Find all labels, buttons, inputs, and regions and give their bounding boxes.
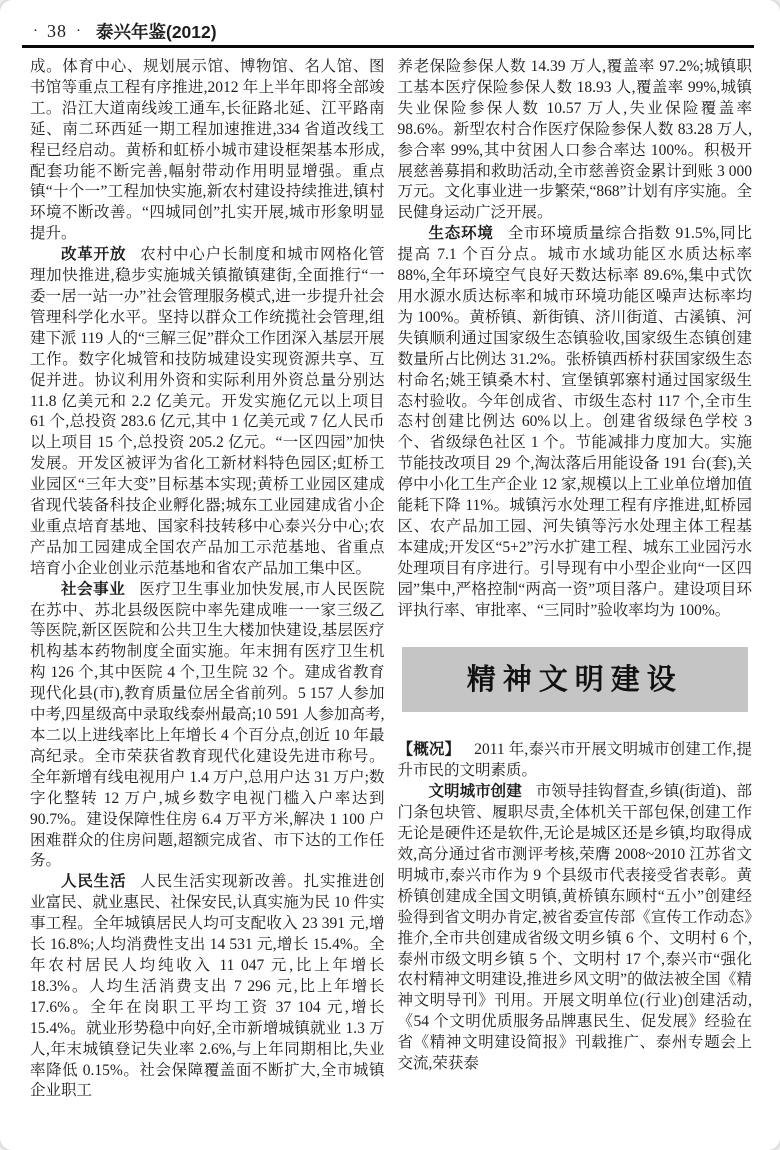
right-column: [398, 57, 753, 1146]
paragraph-text: 人民生活实现新改善。扎实推进创业富民、就业惠民、社保安民,认真实施为民 10 件实事工程。全年城镇居民人均可支配收入 23 391 元,增长 16.8%;人均消费性支出 14 531 元,增长 15.4%。全年农村居民人均纯收入 11 047 元,比上年增长 18.3%。人均生活消费支出 7 296 元,比上年增长 17.6%。全年在岗职工平均工资 37 104 元,增长 15.4%。就业形势稳中向好,全市新增城镇就业 1.3 万人,年末城镇登记失业率 2.6%,与上年同期相比,失业率降低 0.15%。社会保障覆盖面不断扩大,全市城镇企业职工: [30, 873, 385, 1100]
paragraph-text: 农村中心户长制度和城市网格化管理加快推进,稳步实施城关镇撤镇建街,全面推行“一委一居一站一办”社会管理服务模式,进一步提升社会管理科学化水平。坚持以群众工作统揽社会管理,组建下派 119 人的“三解三促”群众工作团深入基层开展工作。数字化城管和技防城建设实现资源共享、互促并进。协议利用外资和实际利用外资总量分别达 11.8 亿美元和 2.2 亿美元。开发实施亿元以上项目 61 个,总投资 283.6 亿元,其中 1 亿美元或 7 亿人民币以上项目 15 个,总投资 205.2 亿元。“一区四园”加快发展。开发区被评为省化工新材料特色园区;虹桥工业园区“三年大变”目标基本实现;黄桥工业园区建成省现代装备科技企业孵化器;城东工业园建成省小企业重点培育基地、国家科技转移中心泰兴分中心;农产品加工园建成全国农产品加工示范基地、省重点培育小企业创业示范基地和省农产品加工集中区。: [30, 246, 385, 577]
paragraph-text: 成。体育中心、规划展示馆、博物馆、名人馆、图书馆等重点工程有序推进,2012 年上半年即将全部竣工。沿江大道南线竣工通车,长征路北延、江平路南延、南二环西延一期工程加速推进,334 省道改线工程已经启动。黄桥和虹桥小城市建设框架基本形成,配套功能不断完善,幅射带动作用明显增强。重点镇“十个一”工程加快实施,新农村建设持续推进,镇村环境不断改善。“四城同创”扎实开展,城市形象明显提升。: [30, 58, 385, 243]
page-number: 38: [47, 20, 67, 41]
paragraph: [30, 872, 385, 1102]
content-columns: [30, 57, 752, 1146]
book-title: 泰兴年鉴(2012): [96, 21, 217, 42]
paragraph-lead: 改革开放: [61, 246, 127, 264]
section-title-box: [402, 647, 749, 712]
paragraph: [398, 224, 753, 621]
left-column: [30, 57, 385, 1146]
paragraph-text: 2011 年,泰兴市开展文明城市创建工作,提升市民的文明素质。: [397, 741, 752, 780]
header-rule: [22, 45, 754, 48]
paragraph-lead: 社会事业: [61, 580, 126, 598]
paragraph-lead: 生态环境: [428, 225, 494, 243]
paragraph-lead: 【概况】: [397, 741, 461, 759]
paragraph: [398, 740, 753, 782]
page-header: [24, 18, 752, 44]
header-dot-left: ·: [33, 22, 38, 39]
section-title: 精神文明建设: [466, 663, 683, 696]
paragraph-text: 市领导挂钩督查,乡镇(街道)、部门条包块管、履职尽责,全体机关干部包保,创建工作无论是硬件还是软件,无论是城区还是乡镇,均取得成效,高分通过省市测评考核,荣膺 2008~2010 江苏省文明城市,泰兴市作为 9 个县级市代表接受省表彰。黄桥镇创建成全国文明镇,黄桥镇东顾村“五小”创建经验得到省文明办肯定,被省委宣传部《宣传工作动态》推介,全市共创建成省级文明乡镇 6 个、文明村 6 个,泰州市级文明乡镇 5 个、文明村 17 个,泰兴市“强化农村精神文明建设,推进乡风文明”的做法被全国《精神文明导刊》刊用。开展文明单位(行业)创建活动,《54 个文明优质服务品牌惠民生、促发展》经验在省《精神文明建设简报》刊载推广、泰州专题会上交流,荣获泰: [397, 783, 752, 1073]
paragraph: [398, 782, 753, 1075]
header-dot-right: ·: [76, 22, 81, 39]
paragraph-text: 医疗卫生事业加快发展,市人民医院在苏中、苏北县级医院中率先建成唯一一家三级乙等医院,新区医院和公共卫生大楼加快建设,基层医疗机构基本药物制度全面实施。年末拥有医疗卫生机构 126 个,其中医院 4 个,卫生院 32 个。建成省教育现代化县(市),教育质量位居全省前列。5 157 人参加中考,四星级高中录取线泰州最高;10 591 人参加高考,本二以上进线率比上年增长 4 个百分点,创近 10 年最高纪录。全市荣获省教育现代化建设先进市称号。全年新增有线电视用户 1.4 万户,总用户达 31 万户;数字化整转 12 万户,城乡数字电视门槛入户率达到 90.7%。建设保障性住房 6.4 万平方米,解决 1 100 户困难群众的住房问题,超额完成省、市下达的工作任务。: [30, 580, 385, 870]
paragraph: [30, 57, 385, 245]
paragraph: [30, 580, 385, 873]
paragraph: [30, 245, 385, 580]
paragraph-text: 养老保险参保人数 14.39 万人,覆盖率 97.2%;城镇职工基本医疗保险参保人数 18.93 人,覆盖率 99%,城镇失业保险参保人数 10.57 万人,失业保险覆盖率 98.6%。新型农村合作医疗保险参保人数 83.28 万人,参合率 99%,其中贫困人口参合率达 100%。积极开展慈善募捐和救助活动,全市慈善资金累计到账 3 000 万元。文化事业进一步繁荣,“868”计划有序实施。全民健身运动广泛开展。: [397, 58, 752, 222]
paragraph-lead: 文明城市创建: [428, 783, 522, 801]
paragraph: [398, 57, 753, 224]
paragraph-text: 全市环境质量综合指数 91.5%,同比提高 7.1 个百分点。城市水域功能区水质达标率 88%,全年环境空气良好天数达标率 89.6%,集中式饮用水源水质达标率和城市环境功能区噪声达标率均为 100%。黄桥镇、新街镇、济川街道、古溪镇、河失镇顺利通过国家级生态镇验收,国家级生态镇创建数量所占比例达 31.2%。张桥镇西桥村获国家级生态村命名;姚王镇桑木村、宣堡镇郭寨村通过国家级生态村验收。今年创成省、市级生态村 117 个,全市生态村创建比例达 60%以上。创建省级绿色学校 3 个、省级绿色社区 1 个。节能减排力度加大。实施节能技改项目 29 个,淘汰落后用能设备 191 台(套),关停中小化工生产企业 12 家,规模以上工业单位增加值能耗下降 11%。城镇污水处理工程有序推进,虹桥园区、农产品加工园、河失镇等污水处理主体工程基本建成;开发区“5+2”污水扩建工程、城东工业园污水处理项目有序进行。引导现有中小型企业向“一区四园”集中,严格控制“两高一资”项目落户。建设项目环评执行率、审批率、“三同时”验收率均为 100%。: [397, 225, 752, 619]
paragraph-lead: 人民生活: [61, 873, 127, 891]
